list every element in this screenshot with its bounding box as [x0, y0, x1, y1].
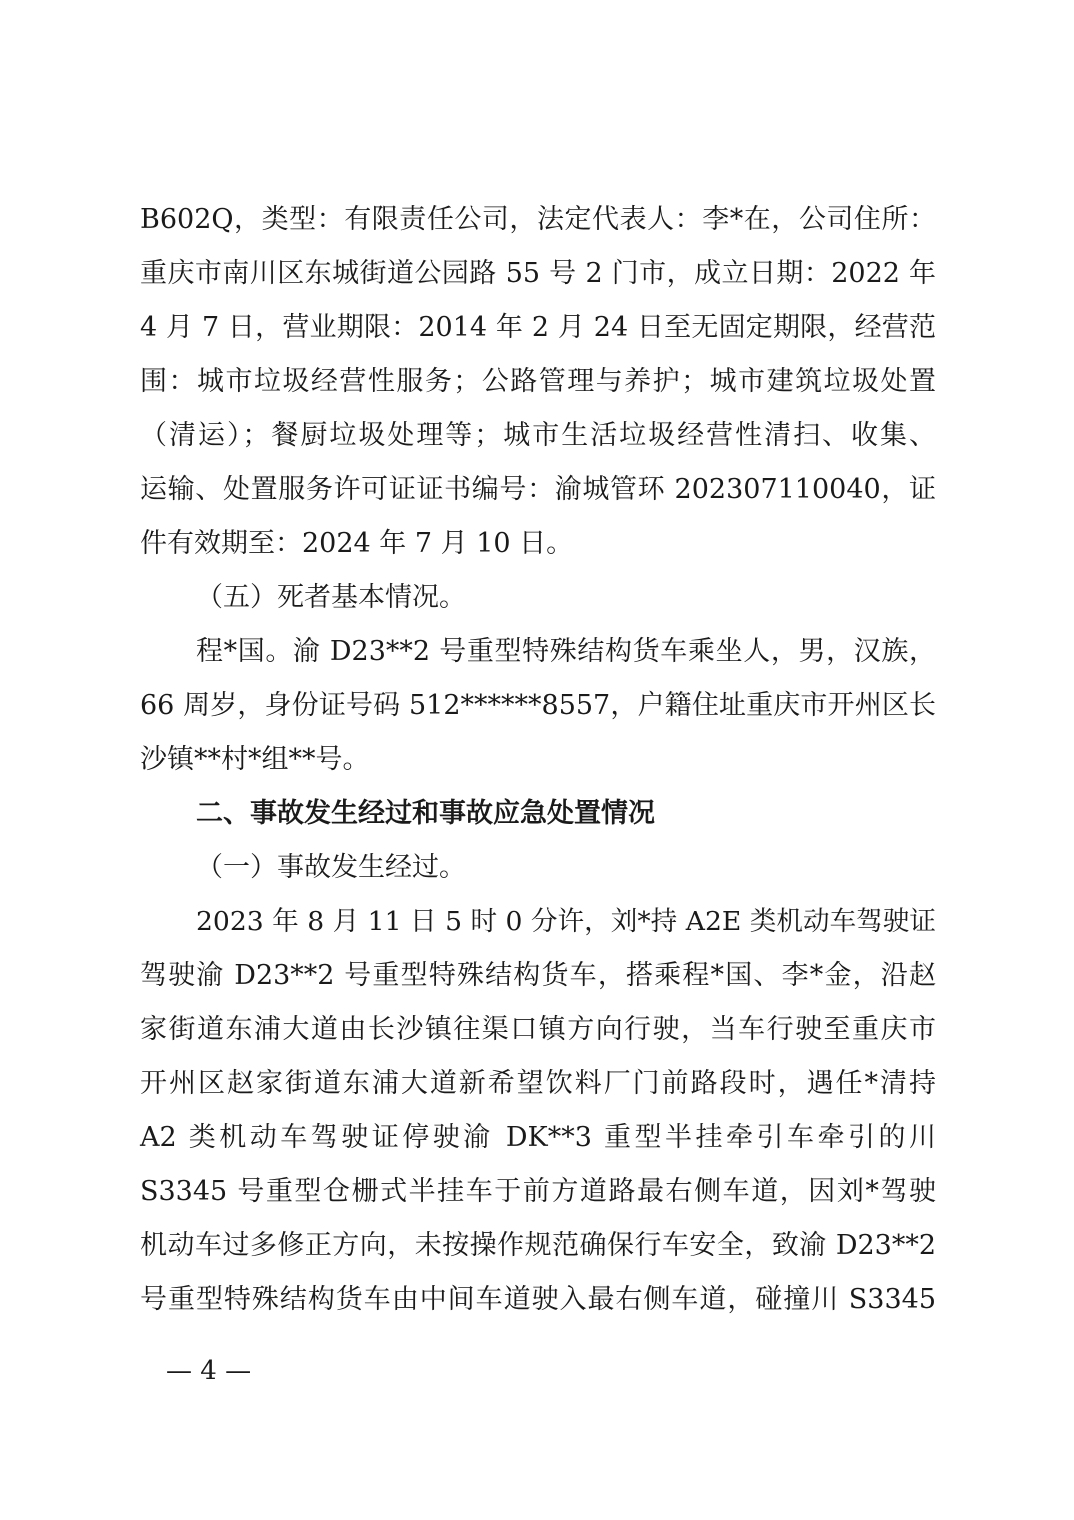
subsection-heading: （一）事故发生经过。 [196, 852, 466, 883]
body-text-line: （清运）；餐厨垃圾处理等；城市生活垃圾经营性清扫、收集、 [140, 420, 936, 451]
page-number: — 4 — [166, 1356, 252, 1386]
body-text-line: 号重型特殊结构货车由中间车道驶入最右侧车道，碰撞川 S3345 [140, 1284, 936, 1315]
body-text-line: S3345 号重型仓栅式半挂车于前方道路最右侧车道，因刘*驾驶 [140, 1176, 936, 1207]
body-text-line: 2023 年 8 月 11 日 5 时 0 分许，刘*持 A2E 类机动车驾驶证 [196, 906, 936, 937]
subsection-heading: （五）死者基本情况。 [196, 582, 466, 613]
body-text-line: 机动车过多修正方向，未按操作规范确保行车安全，致渝 D23**2 [140, 1230, 936, 1261]
section-heading: 二、事故发生经过和事故应急处置情况 [196, 798, 655, 829]
body-text-line: 程*国。渝 D23**2 号重型特殊结构货车乘坐人，男，汉族， [196, 636, 936, 667]
body-text-line: 沙镇**村*组**号。 [140, 744, 370, 775]
body-text-line: A2 类机动车驾驶证停驶渝 DK**3 重型半挂牵引车牵引的川 [140, 1122, 936, 1153]
body-text-line: 驾驶渝 D23**2 号重型特殊结构货车，搭乘程*国、李*金，沿赵 [140, 960, 936, 991]
body-text-line: 重庆市南川区东城街道公园路 55 号 2 门市，成立日期：2022 年 [140, 258, 936, 289]
body-text-line: 件有效期至：2024 年 7 月 10 日。 [140, 528, 574, 559]
body-text-line: 开州区赵家街道东浦大道新希望饮料厂门前路段时，遇任*清持 [140, 1068, 936, 1099]
body-text-line: 家街道东浦大道由长沙镇往渠口镇方向行驶，当车行驶至重庆市 [140, 1014, 936, 1045]
body-text-line: 4 月 7 日，营业期限：2014 年 2 月 24 日至无固定期限，经营范 [140, 312, 936, 343]
body-text-line: B602Q，类型：有限责任公司，法定代表人：李*在，公司住所： [140, 204, 936, 235]
body-text-line: 运输、处置服务许可证证书编号：渝城管环 202307110040，证 [140, 474, 936, 505]
body-text-line: 围：城市垃圾经营性服务；公路管理与养护；城市建筑垃圾处置 [140, 366, 936, 397]
body-text-line: 66 周岁，身份证号码 512******8557，户籍住址重庆市开州区长 [140, 690, 936, 721]
